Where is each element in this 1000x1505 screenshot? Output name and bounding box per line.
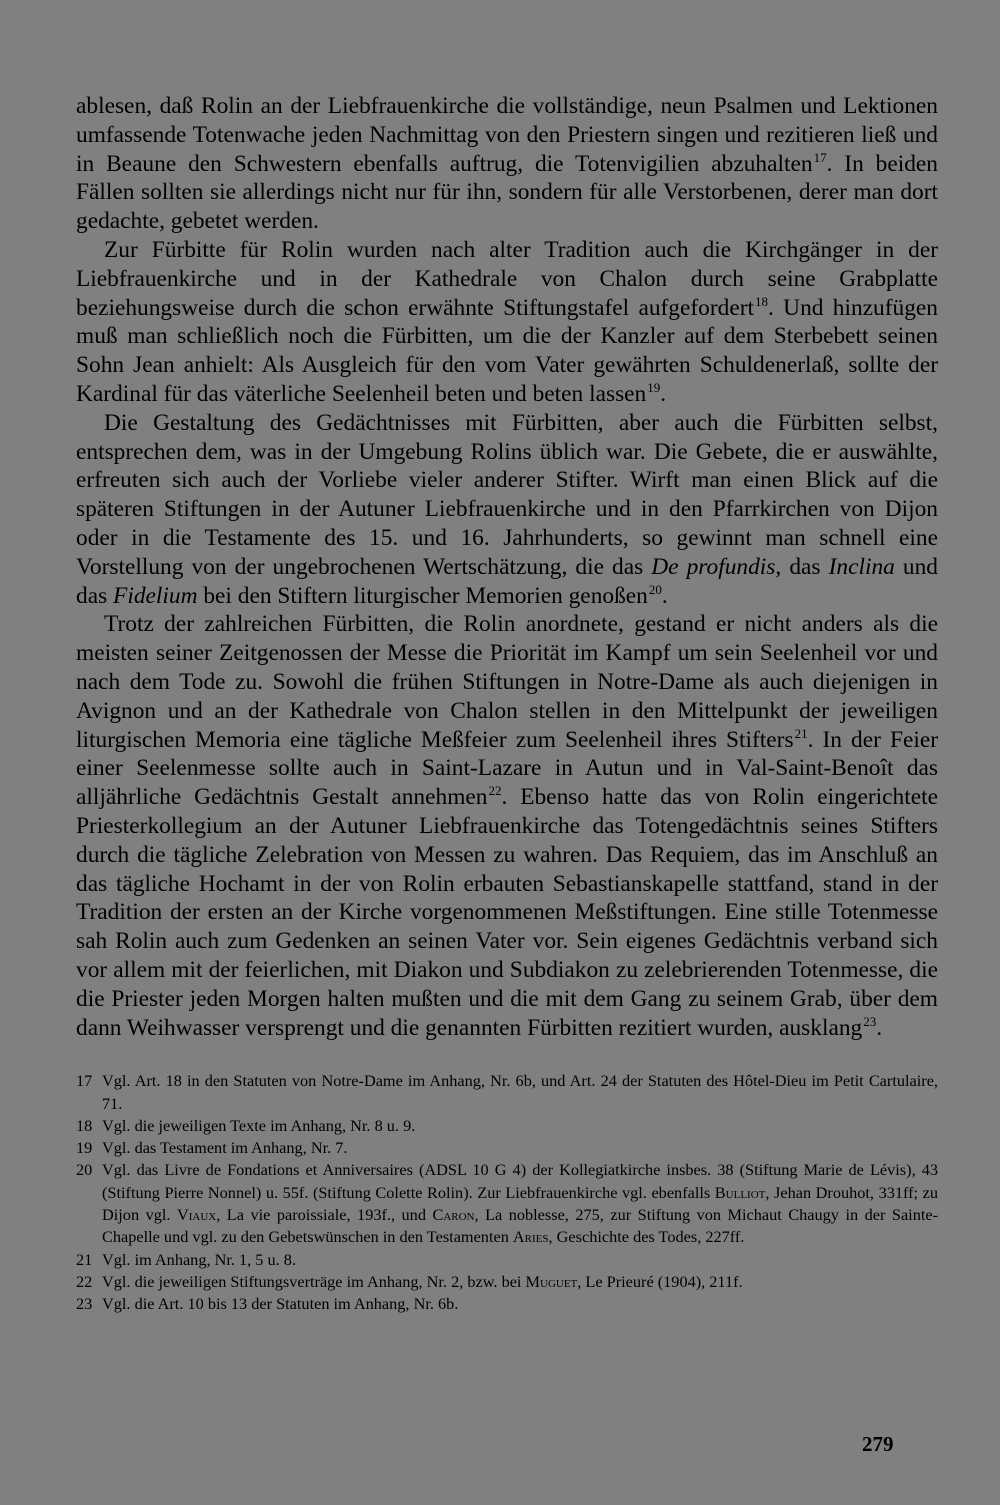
paragraph: [76, 409, 938, 611]
author-name: Viaux: [176, 1205, 217, 1225]
footnote-number: 21: [76, 1249, 93, 1269]
text-segment: bei den Stiftern liturgischer Memorien genoßen: [197, 582, 648, 609]
footnote-number: 19: [76, 1138, 93, 1158]
text-segment: Vgl. die Art. 10 bis 13 der Statuten im Anhang, Nr. 6b.: [102, 1294, 459, 1314]
footnote-reference: 23: [863, 1013, 877, 1029]
text-segment: , Le Prieuré (1904), 211f.: [577, 1271, 743, 1291]
footnote-text: [102, 1115, 938, 1137]
text-segment: Trotz der zahlreichen Fürbitten, die Rolin anordnete, gestand er nicht anders als die meisten seiner Zeitgenossen der Messe die Priorität im Kampf um sein Seelenheil vor und nach dem Tode zu. Sowohl die frühen Stiftungen in Notre-Dame als auch diejenigen in Avignon und an der Kathedrale von Chalon stellen in den Mittelpunkt der jeweiligen liturgischen Memoria eine tägliche Meßfeier zum Seelenheil ihres Stifters: [76, 611, 938, 753]
text-segment: , Geschichte des Todes, 227ff.: [548, 1227, 745, 1247]
text-segment: Vgl. das Livre de Fondations et Anniversaires (ADSL 10 G 4) der Kollegiatkirche insbes. 38 (Stiftung Marie de Lévis), 43 (Stiftung Pierre Nonnel) u. 55f. (Stiftung Colette Rolin). Zur Liebfrauenkirche vgl. ebenfalls: [102, 1160, 938, 1202]
paragraph: [76, 236, 938, 409]
text-segment: , La vie paroissiale, 193f., und: [216, 1205, 433, 1225]
text-segment: .: [661, 582, 668, 609]
text-segment: . Und hinzufügen muß man schließlich noch die Fürbitten, um die der Kanzler auf dem Sterbebett seinen Sohn Jean anhielt: Als Ausgleich für den vom Vater gewährten Schuldenerlaß, sollte der Kardinal für das väterliche Seelenheil beten und beten lassen: [76, 294, 938, 407]
italic-text: Inclina: [828, 553, 895, 580]
text-segment: ablesen, daß Rolin an der Liebfrauenkirche die vollständige, neun Psalmen und Lektionen umfassende Totenwache jeden Nachmittag von den Priestern singen und rezitieren ließ und in Beaune den Schwestern ebenfalls auftrug, die Totenvigilien abzuhalten: [76, 93, 938, 177]
text-segment: Die Gestaltung des Gedächtnisses mit Fürbitten, aber auch die Fürbitten selbst, entsprechen dem, was in der Umgebung Rolins üblich war. Die Gebete, die er auswählte, erfreuten sich auch der Vorliebe vieler anderer Stifter. Wirft man einen Blick auf die späteren Stiftungen in der Autuner Liebfrauenkirche und in den Pfarrkirchen von Dijon oder in die Testamente des 15. und 16. Jahrhunderts, so gewinnt man schnell eine Vorstellung von der ungebrochenen Wertschätzung, die das: [76, 409, 938, 580]
footnote-number: 18: [76, 1115, 93, 1135]
footnote-number: 23: [76, 1294, 93, 1314]
text-segment: Vgl. die jeweiligen Texte im Anhang, Nr. 8 u. 9.: [102, 1115, 416, 1135]
footnote-text: [102, 1137, 938, 1159]
footnote-reference: 22: [488, 783, 502, 799]
footnote-number: 20: [76, 1160, 93, 1180]
author-name: Muguet: [525, 1271, 578, 1291]
text-segment: Vgl. das Testament im Anhang, Nr. 7.: [102, 1138, 348, 1158]
footnote: [76, 1249, 938, 1271]
text-segment: Vgl. die jeweiligen Stiftungsverträge im Anhang, Nr. 2, bzw. bei: [102, 1271, 526, 1291]
page-number: 279: [862, 1432, 894, 1456]
footnote: [76, 1070, 938, 1115]
italic-text: De profundis: [651, 553, 776, 580]
footnote-text: [102, 1159, 938, 1248]
text-segment: , Jehan Drouhot, 331ff; zu Dijon vgl.: [102, 1182, 938, 1225]
footnote-reference: 18: [755, 293, 769, 309]
footnote-text: [102, 1070, 938, 1115]
page: [76, 92, 938, 1316]
footnote: [76, 1137, 938, 1159]
footnote: [76, 1271, 938, 1293]
footnote-number: 17: [76, 1071, 93, 1091]
footnote-reference: 20: [648, 581, 662, 597]
footnote-text: [102, 1249, 938, 1271]
text-segment: . In der Feier einer Seelenmesse sollte auch in Saint-Lazare in Autun und in Val-Saint-Benoît das alljährliche Gedächtnis Gestalt annehmen: [76, 726, 939, 811]
paragraph: [76, 610, 938, 1042]
text-segment: . Ebenso hatte das von Rolin eingerichtete Priesterkollegium an der Autuner Liebfrauenkirche das Totengedächtnis seines Stifters durch die tägliche Zelebration von Messen zu wahren. Das Requiem, das im Anschluß an das tägliche Hochamt in der von Rolin erbauten Sebastianskapelle stattfand, stand in der Tradition der ersten an der Kirche vorgenommenen Meßstiftungen. Eine stille Totenmesse sah Rolin auch zum Gedenken an seinen Vater vor. Sein eigenes Gedächtnis verband sich vor allem mit der feierlichen, mit Diakon und Subdiakon zu zelebrierenden Totenmesse, die die Priester jeden Morgen halten mußten und die mit dem Gang zu seinem Grab, über dem dann Weihwasser versprengt und die genannten Fürbitten rezitiert wurden, ausklang: [76, 784, 938, 1041]
text-segment: Vgl. im Anhang, Nr. 1, 5 u. 8.: [102, 1249, 297, 1269]
text-segment: und das: [76, 553, 938, 609]
footnote-text: [102, 1293, 938, 1315]
footnote: [76, 1115, 938, 1137]
body-text: [76, 92, 938, 1042]
text-segment: . In beiden Fällen sollten sie allerdings nicht nur für ihn, sondern für alle Verstorbenen, derer man dort gedachte, gebetet werden.: [76, 150, 938, 235]
text-segment: .: [660, 380, 667, 407]
text-segment: .: [876, 1014, 883, 1041]
italic-text: Fidelium: [113, 582, 198, 609]
footnote-number: 22: [76, 1271, 93, 1291]
paragraph: [76, 92, 938, 236]
footnotes: [76, 1070, 938, 1315]
text-segment: , das: [775, 553, 829, 580]
footnote-reference: 19: [647, 379, 661, 395]
footnote-text: [102, 1271, 938, 1293]
author-name: Bulliot: [714, 1182, 766, 1202]
footnote: [76, 1159, 938, 1248]
author-name: Aries: [512, 1227, 549, 1247]
text-segment: Vgl. Art. 18 in den Statuten von Notre-Dame im Anhang, Nr. 6b, und Art. 24 der Statuten des Hôtel-Dieu im Petit Cartulaire, 71.: [102, 1071, 938, 1113]
text-segment: Zur Fürbitte für Rolin wurden nach alter Tradition auch die Kirchgänger in der Liebfrauenkirche und in der Kathedrale von Chalon durch seine Grabplatte beziehungsweise durch die schon erwähnte Stiftungstafel aufgefordert: [76, 236, 938, 321]
footnote-reference: 21: [794, 725, 808, 741]
author-name: Caron: [432, 1205, 475, 1225]
text-segment: , La noblesse, 275, zur Stiftung von Michaut Chaugy in der Sainte-Chapelle und vgl. zu den Gebetswünschen in den Testamenten: [102, 1205, 939, 1247]
footnote-reference: 17: [813, 149, 827, 165]
footnote: [76, 1293, 938, 1315]
